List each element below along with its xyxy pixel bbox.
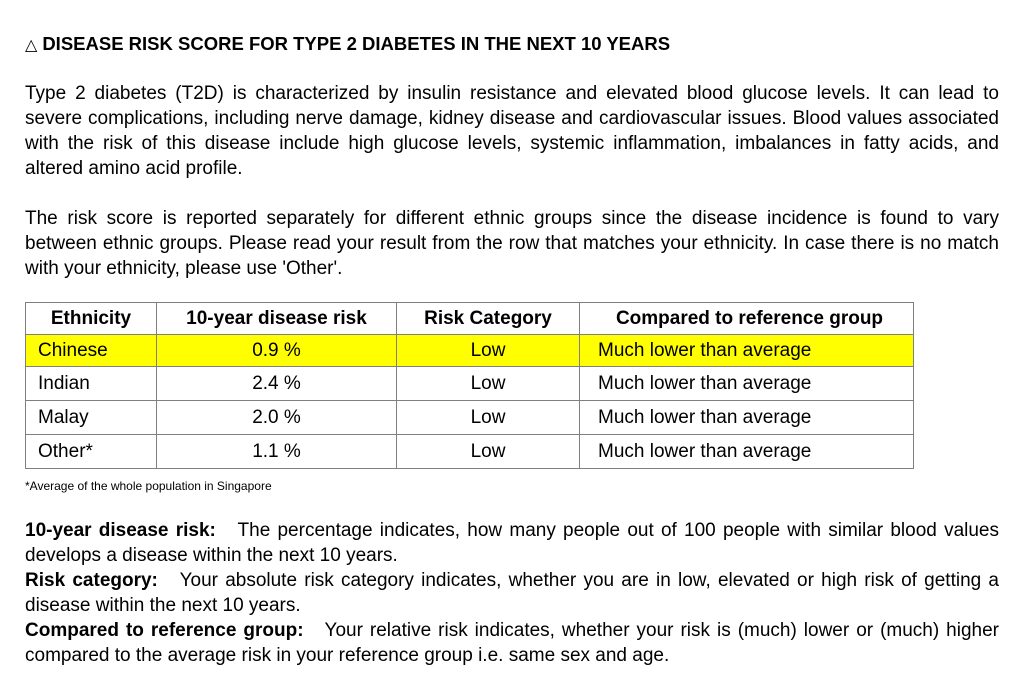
cell-risk: 0.9 % [157,335,397,367]
table-row-malay [26,401,914,435]
cell-category: Low [397,435,580,469]
table-header-row [26,303,914,335]
definition-text: Your relative risk indicates, whether your risk is (much) lower or (much) higher compared to the average risk in your reference group i.e. same sex and age. [25,620,999,666]
cell-ethnicity: Chinese [26,335,157,367]
cell-comparison: Much lower than average [580,367,914,401]
intro-paragraph-2: The risk score is reported separately for different ethnic groups since the disease incidence is found to vary between ethnic groups. Please read your result from the row that matches your ethnicity. In case there is no match with your ethnicity, please use 'Other'. [25,208,999,279]
cell-category: Low [397,367,580,401]
table-row-other [26,435,914,469]
cell-category: Low [397,335,580,367]
header-disease-risk: 10-year disease risk [157,303,397,335]
cell-ethnicity: Malay [26,401,157,435]
definitions [25,518,999,668]
definition-disease-risk [25,518,999,568]
risk-table [25,302,914,469]
cell-comparison: Much lower than average [580,401,914,435]
table-footnote: *Average of the whole population in Singapore [25,479,272,493]
table-row-chinese [26,335,914,367]
definition-term: Risk category: [25,570,158,591]
definition-term: 10-year disease risk: [25,520,216,541]
warning-triangle-icon: △ [25,37,38,54]
definition-risk-category [25,568,999,618]
header-comparison: Compared to reference group [580,303,914,335]
cell-ethnicity: Indian [26,367,157,401]
definition-term: Compared to reference group: [25,620,304,641]
cell-risk: 2.0 % [157,401,397,435]
cell-risk: 2.4 % [157,367,397,401]
cell-category: Low [397,401,580,435]
cell-comparison: Much lower than average [580,435,914,469]
definition-text: Your absolute risk category indicates, whether you are in low, elevated or high risk of getting a disease within the next 10 years. [25,570,999,616]
intro-paragraph-1: Type 2 diabetes (T2D) is characterized by insulin resistance and elevated blood glucose levels. It can lead to severe complications, including nerve damage, kidney disease and cardiovascular issues. Blood values associated with the risk of this disease include high glucose levels, systemic inflammation, imbalances in fatty acids, and altered amino acid profile. [25,83,999,179]
header-ethnicity: Ethnicity [26,303,157,335]
definition-reference-group [25,618,999,668]
table-row-indian [26,367,914,401]
cell-risk: 1.1 % [157,435,397,469]
page-title [25,33,670,57]
definition-text: The percentage indicates, how many people out of 100 people with similar blood values develops a disease within the next 10 years. [25,520,999,566]
cell-ethnicity: Other* [26,435,157,469]
header-risk-category: Risk Category [397,303,580,335]
page-title-text: DISEASE RISK SCORE FOR TYPE 2 DIABETES IN THE NEXT 10 YEARS [42,33,671,54]
cell-comparison: Much lower than average [580,335,914,367]
